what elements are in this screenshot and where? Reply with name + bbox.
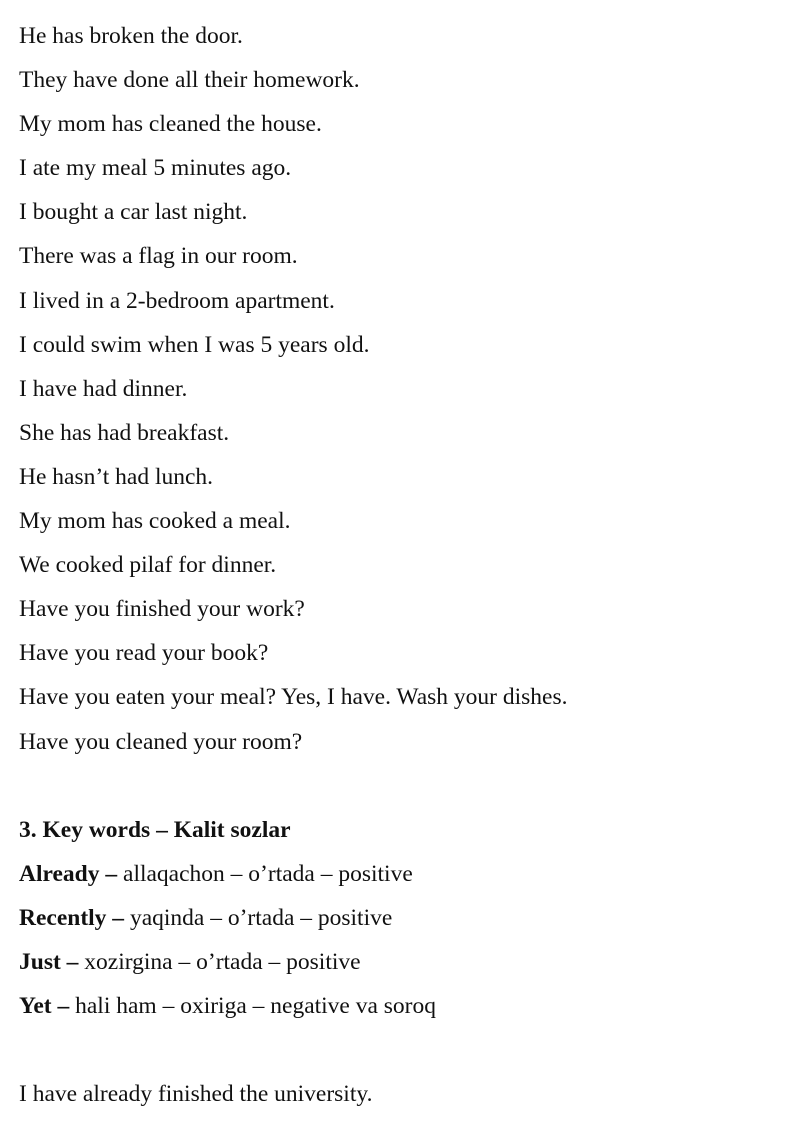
key-word-item — [19, 989, 781, 1033]
blank-line — [19, 1033, 781, 1077]
key-word-item — [19, 901, 781, 945]
section-heading: 3. Key words – Kalit sozlar — [19, 816, 291, 843]
key-word-item — [19, 945, 781, 989]
sentence-line: Have you finished your work? — [19, 596, 305, 623]
key-words-section — [19, 813, 781, 1033]
sentence-line: My mom has cleaned the house. — [19, 111, 322, 138]
blank-line — [19, 769, 781, 813]
document-page — [19, 19, 781, 1121]
sentence-list-top — [19, 19, 781, 769]
sentence-line: I could swim when I was 5 years old. — [19, 331, 370, 358]
key-word-term: Already – — [19, 860, 118, 887]
key-word-definition: xozirgina – o’rtada – positive — [78, 948, 361, 975]
sentence-line: They have done all their homework. — [19, 67, 360, 94]
sentence-list-bottom — [19, 1077, 781, 1121]
key-word-definition: yaqinda – o’rtada – positive — [124, 904, 393, 931]
sentence-line: I have already finished the university. — [19, 1081, 373, 1108]
key-word-term: Recently – — [19, 904, 125, 931]
sentence-line: I lived in a 2-bedroom apartment. — [19, 287, 335, 314]
sentence-line: He hasn’t had lunch. — [19, 463, 214, 490]
sentence-line: I bought a car last night. — [19, 199, 248, 226]
sentence-line: We cooked pilaf for dinner. — [19, 552, 277, 579]
sentence-line: There was a flag in our room. — [19, 243, 298, 270]
sentence-line: I have had dinner. — [19, 375, 188, 402]
key-word-term: Yet – — [19, 993, 70, 1020]
key-word-term: Just – — [19, 948, 79, 975]
sentence-line: He has broken the door. — [19, 23, 243, 49]
sentence-line: She has had breakfast. — [19, 419, 230, 446]
sentence-line: My mom has cooked a meal. — [19, 508, 291, 535]
sentence-line: Have you cleaned your room? — [19, 728, 303, 755]
key-word-definition: allaqachon – o’rtada – positive — [117, 860, 413, 887]
sentence-line: I ate my meal 5 minutes ago. — [19, 155, 292, 182]
sentence-line: Have you read your book? — [19, 640, 269, 667]
sentence-line: Have you eaten your meal? Yes, I have. Wash your dishes. — [19, 684, 568, 711]
key-word-item — [19, 857, 781, 901]
key-word-definition: hali ham – oxiriga – negative va soroq — [69, 993, 437, 1020]
